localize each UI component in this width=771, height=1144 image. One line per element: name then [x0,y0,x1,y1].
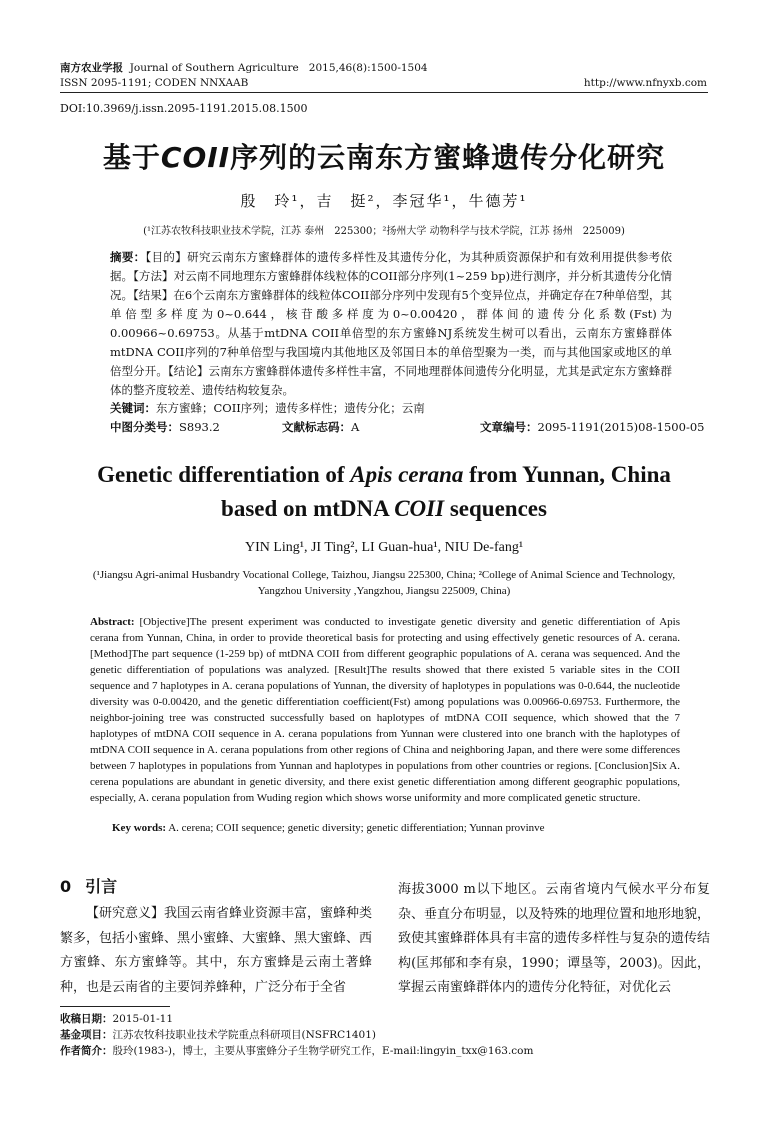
english-title-l2-pre: based on mtDNA [221,496,395,521]
chinese-abstract [110,248,672,400]
english-title-line1 [60,458,708,492]
chinese-abstract-text: 【目的】研究云南东方蜜蜂群体的遗传多样性及其遗传分化，为其种质资源保护和有效利用提供参考依据。【方法】对云南不同地理东方蜜蜂群体线粒体的COII部分序列(1~259 bp)进行测序，并分析其遗传分化情况。【结果】在6个云南东方蜜蜂群体的线粒体COII部分序列中发现有5个变异位点，并确定存在7种单倍型，其单倍型多样度为0~0.644，核苷酸多样度为0~0.00420，群体间的遗传分化系数(Fst)为0.00966~0.69753。从基于mtDNA COII单倍型的东方蜜蜂NJ系统发生树可以看出，云南东方蜜蜂群体mtDNA COII序列的7种单倍型与我国境内其他地区及邻国日本的单倍型聚为一类，而与其他国家或地区的单倍型分开。【结论】云南东方蜜蜂群体遗传多样性丰富，不同地理群体间遗传分化明显，尤其是武定东方蜜蜂群体的整齐度较差、遗传结构较复杂。 [110,250,673,397]
english-title-line2 [60,492,708,526]
article-value: 2095-1191(2015)08-1500-05 [537,420,705,434]
chinese-title-pre: 基于 [102,141,161,174]
english-abstract-label: Abstract: [90,616,135,628]
clc-label: 中图分类号： [110,420,179,434]
chinese-abstract-label: 摘要： [110,250,146,264]
doccode-label: 文献标志码： [282,420,351,434]
journal-name-cn: 南方农业学报 [60,62,123,74]
received-label: 收稿日期： [60,1013,113,1025]
english-title-gene: COII [394,496,445,521]
footnote-author [60,1044,710,1059]
chinese-keywords-label: 关键词： [110,401,156,415]
document-code [282,419,359,435]
author-label: 作者简介： [60,1045,113,1057]
footnote-received [60,1012,710,1027]
chinese-title-post: 序列的云南东方蜜蜂遗传分化研究 [230,141,666,174]
fund-value: 江苏农牧科技职业技术学院重点科研项目(NSFRC1401) [112,1029,377,1041]
body-left-column: 【研究意义】我国云南省蜂业资源丰富，蜜蜂种类繁多，包括小蜜蜂、黑小蜜蜂、大蜜蜂、黑大蜜蜂、西方蜜蜂、东方蜜蜂等。其中，东方蜜蜂是云南土著蜂种，也是云南省的主要饲养蜂种，广泛分布于全省 [60,906,373,995]
english-title-l1-pre: Genetic differentiation of [97,462,351,487]
english-title-species: Apis cerana [350,462,464,487]
chinese-title [60,136,708,176]
footnote-fund [60,1028,710,1043]
header-divider [60,92,708,93]
chinese-keywords [110,400,672,416]
section-title: 引言 [85,877,118,896]
english-title-l2-post: sequences [444,496,547,521]
english-keywords-text: A. cerena; COII sequence; genetic diversity; genetic differentiation; Yunnan provinve [168,822,545,834]
fund-label: 基金项目： [60,1029,113,1041]
section-heading-introduction [60,874,117,897]
journal-name-en: Journal of Southern Agriculture [129,62,299,74]
issn-line: ISSN 2095-1191; CODEN NNXAAB [60,77,249,89]
volume-pages: 2015,46(8):1500-1504 [308,62,428,74]
english-title-l1-post: from Yunnan, China [463,462,671,487]
chinese-authors: 殷 玲¹，吉 挺²，李冠华¹，牛德芳¹ [240,192,528,210]
english-authors: YIN Ling¹, JI Ting², LI Guan-hua¹, NIU De-fang¹ [244,540,524,555]
article-label: 文章编号： [480,420,538,434]
author-value: 殷玲(1983-)，博士，主要从事蜜蜂分子生物学研究工作，E-mail:lingyin_txx@163.com [112,1045,534,1057]
doi-link[interactable]: DOI:10.3969/j.issn.2095-1191.2015.08.1500 [60,102,308,115]
received-value: 2015-01-11 [112,1013,174,1025]
clc-value: S893.2 [179,420,220,434]
doccode-value: A [351,420,360,434]
chinese-affiliations: (¹江苏农牧科技职业技术学院，江苏 泰州 225300；²扬州大学 动物科学与技术学院，江苏 扬州 225009) [143,226,625,237]
article-number [480,419,704,435]
journal-url-link[interactable]: http://www.nfnyxb.com [583,77,707,89]
footnote-divider [60,1006,170,1007]
english-abstract [90,614,680,806]
english-keywords-label: Key words: [112,822,167,834]
english-keywords [112,822,682,834]
english-abstract-text: [Objective]The present experiment was conducted to investigate genetic diversity and genetic differentiation of Apis cerana from Yunnan, China, in order to provide theoretical basis for protecting and using effectively genetic resources of A. cerana. [Method]The part sequence (1-259 bp) of mtDNA COII from different geographic populations of A. cerana was sequenced. And the genetic differentiation of populations was analyzed. [Result]The results showed that there existed 5 variable sites in the COII sequence and 7 haplotypes in A. cerana populations of Yunnan, the diversity of haplotypes in populations was 0-0.644, the nucleotide diversity was 0-0.00420, and the genetic differentiation coefficient(Fst) among populations was 0.00966-0.69753. Furthermore, the neighbor-joining tree was constructed successfully based on haplotypes of mtDNA COII sequence, which showed that the 7 haplotypes of mtDNA COII sequence in A. cerana populations from Yunnan were clustered into one branch with the haplotypes of mtDNA COII sequence in A. cerana populations from other regions of China and neighboring Japan, and there were some differences between 7 haplotypes in populations from Yunnan and haplotypes in populations from other countries or regions. [Conclusion]Six A. cerena populations are abundant in genetic diversity, and there exist genetic differentiation among different geographic populations, especially, A. cerana population from Wuding region which shows worse uniformity and more complicated genetic structure. [90,616,681,804]
clc-code [110,419,220,435]
english-affiliations: (¹Jiangsu Agri-animal Husbandry Vocational College, Taizhou, Jiangsu 225300, China; ²College of Animal Science and Technology, Yangzhou University ,Yangzhou, Jiangsu 225009, China) [92,569,676,597]
section-number: 0 [60,877,72,896]
english-title [60,458,708,526]
body-right-column: 海拔3000 m以下地区。云南省境内气候水平分布复杂、垂直分布明显，以及特殊的地理位置和地形地貌，致使其蜜蜂群体具有丰富的遗传多样性与复杂的遗传结构(匡邦郁和李有泉，1990；谭垦等，2003)。因此，掌握云南蜜蜂群体内的遗传分化特征，对优化云 [398,882,711,996]
chinese-keywords-text: 东方蜜蜂；COII序列；遗传多样性；遗传分化；云南 [156,401,425,415]
journal-header-line [60,62,428,75]
chinese-title-gene: COII [160,141,231,174]
